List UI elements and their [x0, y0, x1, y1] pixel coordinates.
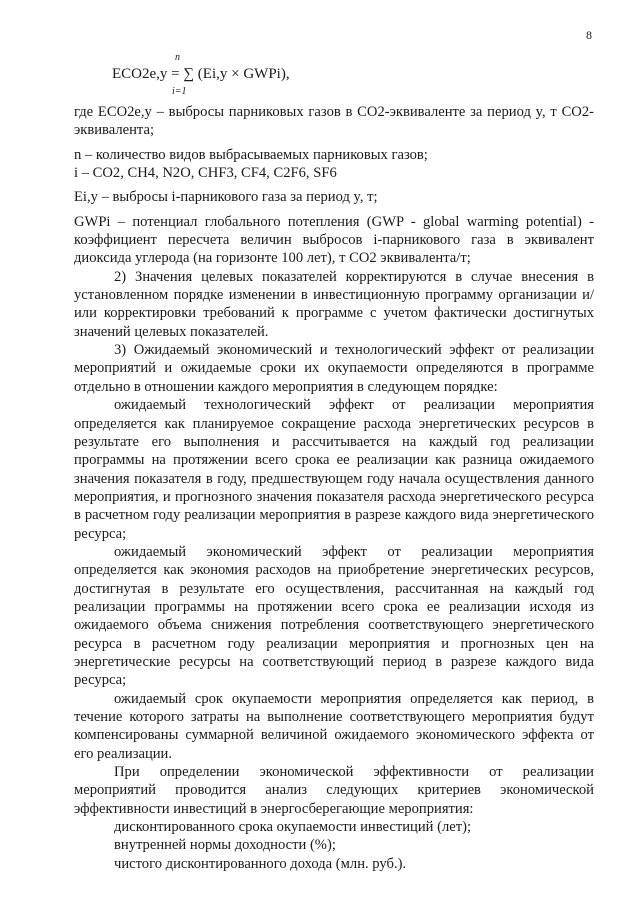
- criteria-item-irr: внутренней нормы доходности (%);: [114, 837, 336, 854]
- paragraph-definition-n: n – количество видов выбрасываемых парниковых газов;: [74, 146, 428, 163]
- emissions-formula: [112, 52, 352, 100]
- paragraph-criteria-intro: При определении экономической эффективности от реализации мероприятий проводится анализ следующих критериев экономической эффективности инвестиций в энергосберегающие мероприятия:: [74, 764, 594, 817]
- paragraph-payback: ожидаемый срок окупаемости мероприятия определяется как период, в течение которого затраты на выполнение соответствующего мероприятия будут компенсированы суммарной величиной ожидаемого экономического эффекта от его реализации.: [74, 690, 594, 762]
- paragraph-definition-gwp: GWPi – потенциал глобального потепления (GWP - global warming potential) - коэффициент пересчета величин выбросов i-парникового газа в эквивалент диоксида углерода (на горизонте 100 лет), т CO2 эквивалента/т;: [74, 213, 594, 267]
- formula-upper-limit: n: [175, 52, 180, 63]
- paragraph-definition-ei: Ei,y – выбросы i-парникового газа за период y, т;: [74, 189, 378, 206]
- paragraph-tech-effect: ожидаемый технологический эффект от реализации мероприятия определяется как планируемое сокращение расхода энергетических ресурсов в результате его выполнения и рассчитывается на каждый год реализации программы на протяжении всего срока ее реализации как разница ожидаемого значения показателя в году, предшествующем году начала осуществления данного мероприятия, и прогнозного значения показателя расхода энергетического ресурса в расчетном году реализации мероприятия в разрезе каждого вида энергетического ресурса;: [74, 397, 594, 542]
- paragraph-item-2: 2) Значения целевых показателей корректируются в случае внесения в установленном порядке изменении в инвестиционную программу организации и/или корректировки требований к программе с учетом фактически достигнутых значений целевых показателей.: [74, 268, 594, 340]
- formula-lower-limit: i=1: [172, 86, 187, 97]
- page-number: 8: [586, 28, 592, 42]
- criteria-item-npv: чистого дисконтированного дохода (млн. руб.).: [114, 855, 407, 872]
- paragraph-item-3: 3) Ожидаемый экономический и технологический эффект от реализации мероприятий и ожидаемые сроки их окупаемости определяются в программе отдельно в отношении каждого мероприятия в следующем порядке:: [74, 342, 594, 395]
- paragraph-economic-effect: ожидаемый экономический эффект от реализации мероприятия определяется как экономия расходов на приобретение энергетических ресурсов, достигнутая в результате его осуществления, рассчитанная на каждый год реализации программы на протяжении всего срока ее реализации исходя из ожидаемого объема снижения потребления соответствующего энергетического ресурса в расчетном году реализации мероприятия и прогнозных цен на энергетические ресурсы на соответствующий период в разрезе каждого вида ресурса;: [74, 543, 594, 689]
- criteria-item-payback: дисконтированного срока окупаемости инвестиций (лет);: [114, 819, 472, 836]
- document-body: [74, 103, 594, 873]
- formula-expression: ECO2e,y = ∑ (Ei,y × GWPi),: [112, 66, 290, 82]
- paragraph-definition-i: i – CO2, CH4, N2O, CHF3, CF4, C2F6, SF6: [74, 165, 337, 182]
- paragraph-definition-eco2e: где ECO2e,y – выбросы парниковых газов в CO2-эквиваленте за период y, т CO2-эквивалента;: [74, 104, 594, 139]
